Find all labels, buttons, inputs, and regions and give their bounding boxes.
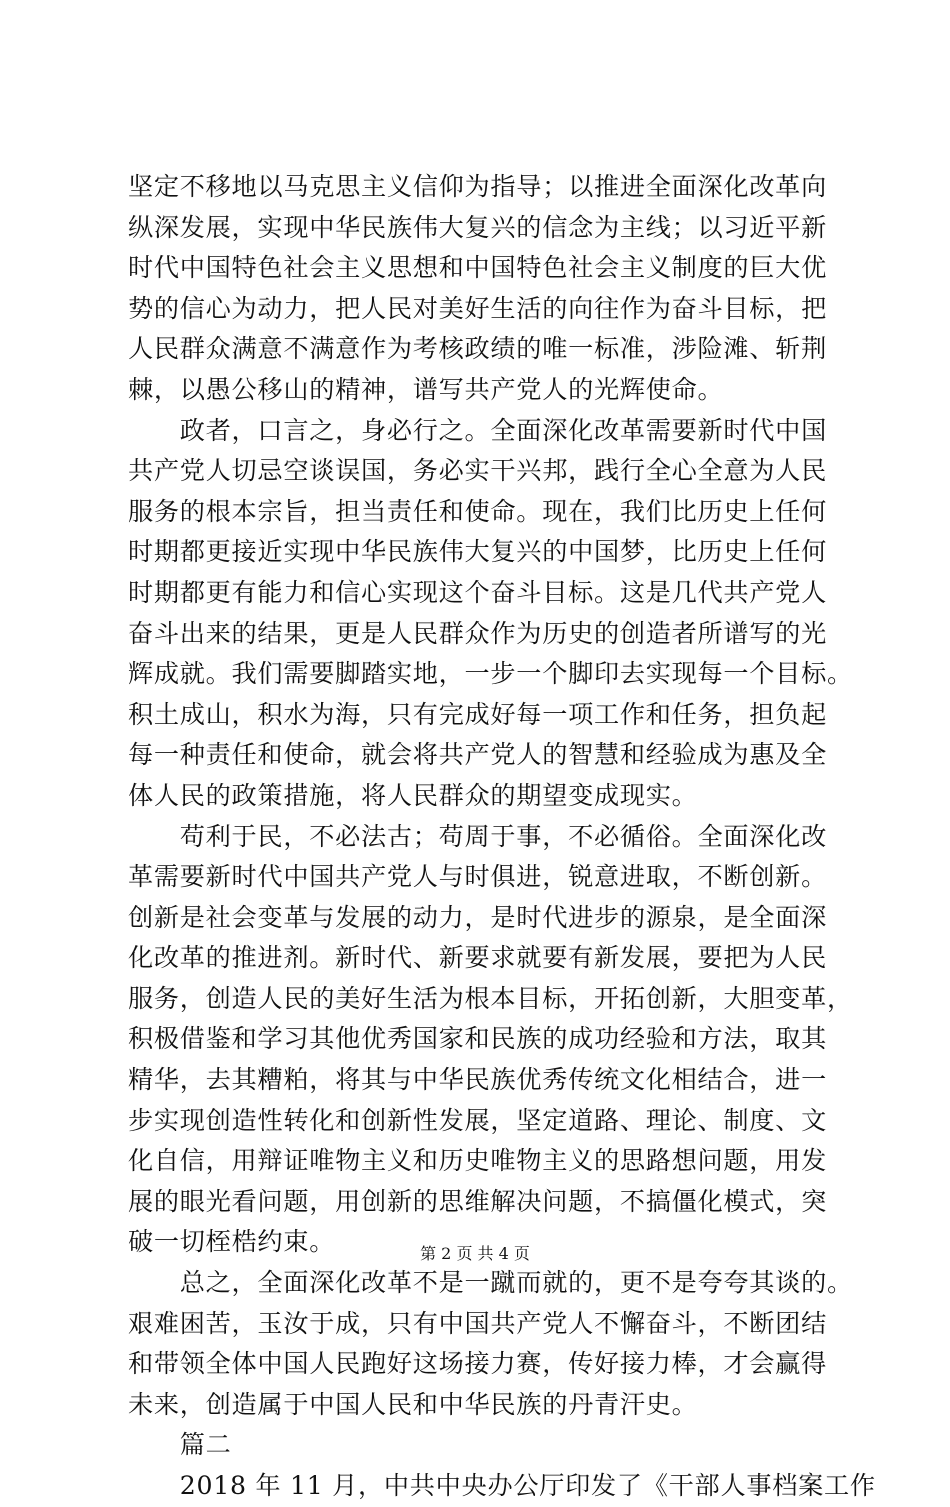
text-line: 棘，以愚公移山的精神，谱写共产党人的光辉使命。 [128, 374, 724, 404]
text-line: 创新是社会变革与发展的动力，是时代进步的源泉，是全面深 [128, 902, 827, 932]
text-line: 时期都更接近实现中华民族伟大复兴的中国梦，比历史上任何 [128, 537, 827, 567]
text-line: 人民群众满意不满意作为考核政绩的唯一标准，涉险滩、斩荆 [128, 334, 827, 364]
text-line: 体人民的政策措施，将人民群众的期望变成现实。 [128, 780, 698, 810]
text-line: 2018 年 11 月，中共中央办公厅印发了《干部人事档案工作 [128, 1471, 876, 1500]
text-line: 总之，全面深化改革不是一蹴而就的，更不是夸夸其谈的。 [128, 1268, 853, 1298]
text-line: 纵深发展，实现中华民族伟大复兴的信念为主线；以习近平新 [128, 212, 827, 242]
text-line: 精华，去其糟粕，将其与中华民族优秀传统文化相结合，进一 [128, 1065, 827, 1095]
text-line: 苟利于民，不必法古；苟周于事，不必循俗。全面深化改 [128, 821, 827, 851]
document-body [128, 167, 876, 1507]
text-line: 时代中国特色社会主义思想和中国特色社会主义制度的巨大优 [128, 253, 827, 283]
text-line: 步实现创造性转化和创新性发展，坚定道路、理论、制度、文 [128, 1105, 827, 1135]
text-line: 共产党人切忌空谈误国，务必实干兴邦，践行全心全意为人民 [128, 456, 827, 486]
text-line: 时期都更有能力和信心实现这个奋斗目标。这是几代共产党人 [128, 577, 827, 607]
text-line: 艰难困苦，玉汝于成，只有中国共产党人不懈奋斗，不断团结 [128, 1308, 827, 1338]
page-footer [0, 1243, 950, 1265]
text-line: 势的信心为动力，把人民对美好生活的向往作为奋斗目标，把 [128, 293, 827, 323]
text-line: 服务的根本宗旨，担当责任和使命。现在，我们比历史上任何 [128, 496, 827, 526]
text-line: 未来，创造属于中国人民和中华民族的丹青汗史。 [128, 1389, 698, 1419]
text-line: 服务，创造人民的美好生活为根本目标，开拓创新，大胆变革， [128, 983, 853, 1013]
page-number: 第 2 页 共 4 页 [420, 1244, 530, 1263]
text-line: 和带领全体中国人民跑好这场接力赛，传好接力棒，才会赢得 [128, 1349, 827, 1379]
text-line: 展的眼光看问题，用创新的思维解决问题，不搞僵化模式，突 [128, 1186, 827, 1216]
text-line: 积极借鉴和学习其他优秀国家和民族的成功经验和方法，取其 [128, 1024, 827, 1054]
text-line: 辉成就。我们需要脚踏实地，一步一个脚印去实现每一个目标。 [128, 659, 853, 689]
text-line: 破一切桎梏约束。 [128, 1227, 336, 1257]
text-line: 积土成山，积水为海，只有完成好每一项工作和任务，担负起 [128, 699, 827, 729]
text-line: 奋斗出来的结果，更是人民群众作为历史的创造者所谱写的光 [128, 618, 827, 648]
text-line: 坚定不移地以马克思主义信仰为指导；以推进全面深化改革向 [128, 172, 827, 201]
section-heading: 篇二 [128, 1430, 232, 1460]
text-line: 每一种责任和使命，就会将共产党人的智慧和经验成为惠及全 [128, 740, 827, 770]
text-line: 革需要新时代中国共产党人与时俱进，锐意进取，不断创新。 [128, 862, 827, 892]
text-line: 政者，口言之，身必行之。全面深化改革需要新时代中国 [128, 415, 827, 445]
text-line: 化改革的推进剂。新时代、新要求就要有新发展，要把为人民 [128, 943, 827, 973]
text-line: 化自信，用辩证唯物主义和历史唯物主义的思路想问题，用发 [128, 1146, 827, 1176]
